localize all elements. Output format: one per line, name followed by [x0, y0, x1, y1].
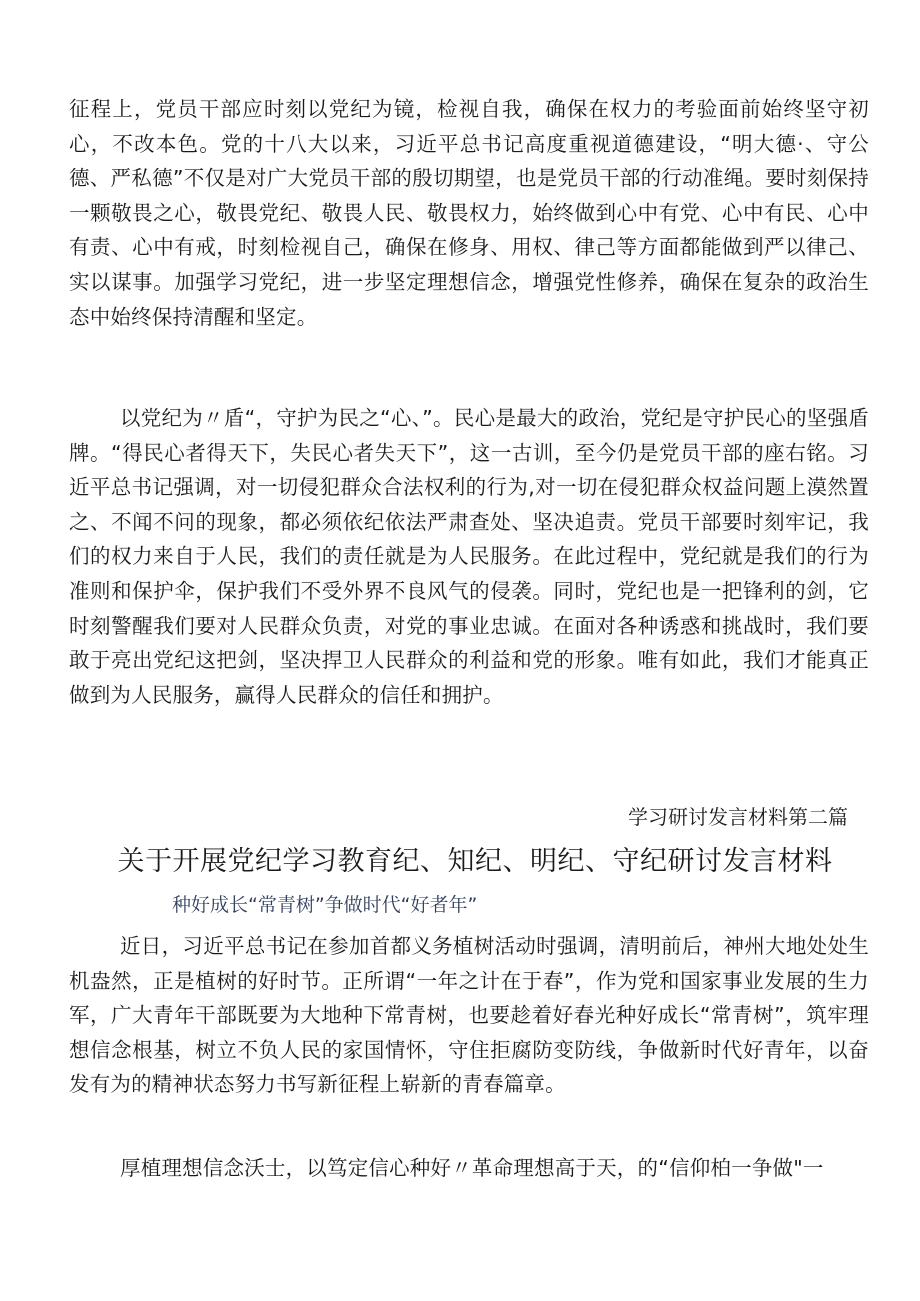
body-paragraph: 征程上，党员干部应时刻以党纪为镜，检视自我，确保在权力的考验面前始终坚守初心，不改本色。党的十八大以来，习近平总书记高度重视道德建设，“明大德·、守公德、严私德”不仅是对广大党员干部的殷切期望，也是党员干部的行动准绳。要时刻保持一颗敬畏之心，敬畏党纪、敬畏人民、敬畏权力，始终做到心中有党、心中有民、心中有责、心中有戒，时刻检视自己，确保在修身、用权、律己等方面都能做到严以律己、实以谋事。加强学习党纪，进一步坚定理想信念，增强党性修养，确保在复杂的政治生态中始终保持清醒和坚定。: [69, 97, 870, 329]
body-paragraph: 厚植理想信念沃士，以笃定信心种好〃革命理想高于天，的“信仰柏一争做"一: [120, 1156, 824, 1180]
section-label: 学习研讨发言材料第二篇: [628, 805, 848, 829]
document-title: 关于开展党纪学习教育纪、知纪、明纪、守纪研讨发言材料: [117, 846, 833, 877]
document-subtitle: 种好成长“常青树”争做时代“好者年”: [172, 894, 478, 916]
body-paragraph: 以党纪为〃盾“，守护为民之“心、”。民心是最大的政治，党纪是守护民心的坚强盾牌。“得民心者得天下，失民心者失天下”，这一古训，至今仍是党员干部的座右铭。习近平总书记强调，对一切侵犯群众合法权利的行为,对一切在侵犯群众权益问题上漠然置之、不闻不问的现象，都必须依纪依法严肃查处、坚决追责。党员干部要时刻牢记，我们的权力来自于人民，我们的责任就是为人民服务。在此过程中，党纪就是我们的行为准则和保护伞，保护我们不受外界不良风气的侵袭。同时，党纪也是一把锋利的剑，它时刻警醒我们要对人民群众负责，对党的事业忠诚。在面对各种诱惑和挑战时，我们要敢于亮出党纪这把剑，坚决捍卫人民群众的利益和党的形象。唯有如此，我们才能真正做到为人民服务，赢得人民群众的信任和拥护。: [69, 406, 869, 707]
body-paragraph: 近日，习近平总书记在参加首都义务植树活动时强调，清明前后，神州大地处处生机盎然，正是植树的好时节。正所谓“一年之计在于春”，作为党和国家事业发展的生力军，广大青年干部既要为大地种下常青树，也要趁着好春光种好成长“常青树”，筑牢理想信念根基，树立不负人民的家国情怀，守住拒腐防变防线，争做新时代好青年，以奋发有为的精神状态努力书写新征程上崭新的青春篇章。: [69, 934, 869, 1097]
